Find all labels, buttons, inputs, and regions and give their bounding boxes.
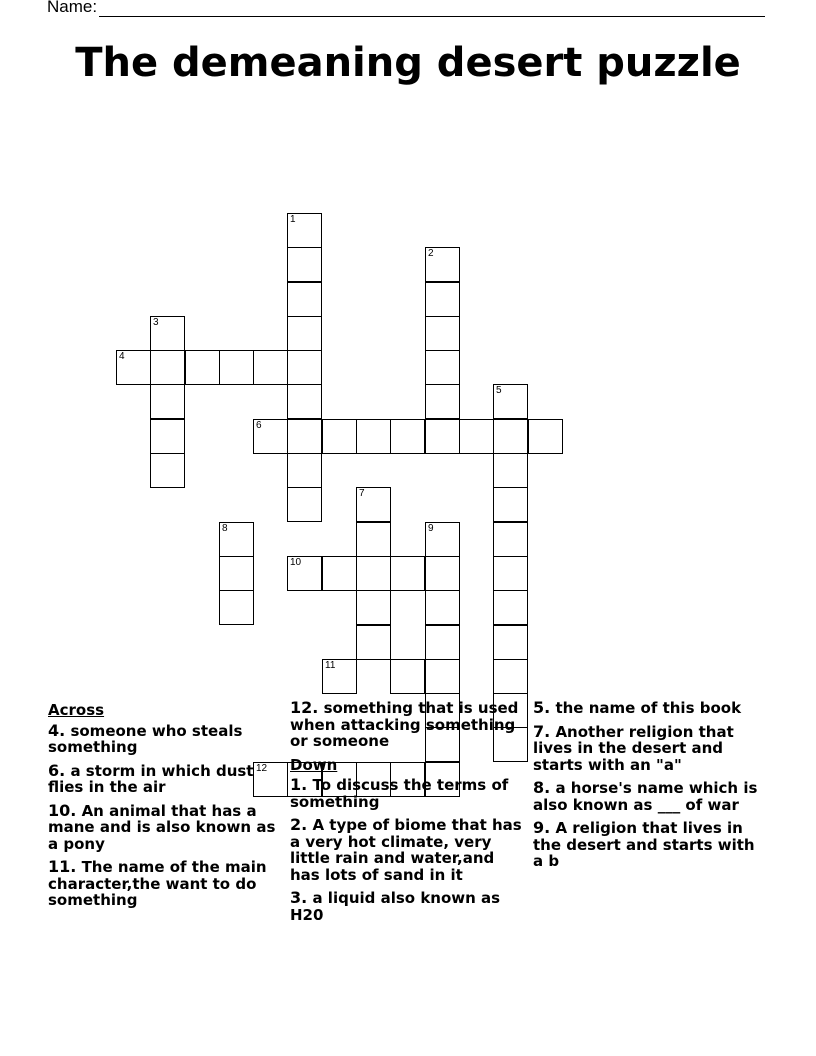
clue-number: 6.: [48, 760, 66, 780]
crossword-cell[interactable]: [425, 625, 460, 660]
crossword-cell[interactable]: [493, 522, 528, 557]
crossword-cell[interactable]: [425, 247, 460, 282]
crossword-cell[interactable]: [322, 556, 357, 591]
crossword-cell[interactable]: [150, 419, 185, 454]
clue-text: A religion that lives in the desert and starts with a b: [533, 819, 755, 870]
down-heading: Down: [290, 755, 338, 774]
cell-number: 10: [290, 557, 302, 568]
clue-number: 11.: [48, 857, 77, 876]
clue-column-2: [290, 700, 526, 930]
across-heading: Across: [48, 701, 105, 719]
clue-text: something that is used when attacking something or someone: [290, 699, 519, 750]
crossword-cell[interactable]: [150, 453, 185, 488]
cell-number: 6: [256, 420, 262, 431]
page-title: The demeaning desert puzzle: [75, 40, 741, 86]
clue-down-7: [533, 721, 769, 774]
clue-column-1: [48, 700, 284, 916]
clue-down-8: [533, 780, 769, 813]
crossword-cell[interactable]: [253, 419, 288, 454]
crossword-cell[interactable]: [356, 625, 391, 660]
cell-number: 12: [256, 763, 268, 774]
crossword-cell[interactable]: [150, 316, 185, 351]
crossword-cell[interactable]: [493, 487, 528, 522]
crossword-cell[interactable]: [390, 419, 425, 454]
clue-column-3: [533, 700, 769, 877]
crossword-cell[interactable]: [356, 419, 391, 454]
crossword-cell[interactable]: [287, 282, 322, 317]
crossword-cell[interactable]: [287, 453, 322, 488]
crossword-cell[interactable]: [493, 659, 528, 694]
crossword-cell[interactable]: [219, 590, 254, 625]
clue-down-9: [533, 820, 769, 870]
crossword-cell[interactable]: [425, 590, 460, 625]
crossword-cell[interactable]: [356, 556, 391, 591]
crossword-cell[interactable]: [493, 384, 528, 419]
cell-number: 11: [325, 660, 336, 671]
crossword-cell[interactable]: [528, 419, 563, 454]
crossword-cell[interactable]: [287, 316, 322, 351]
crossword-cell[interactable]: [425, 659, 460, 694]
clue-number: 4.: [48, 720, 66, 740]
clue-across-4: [48, 720, 284, 756]
crossword-cell[interactable]: [219, 350, 254, 385]
crossword-cell[interactable]: [425, 350, 460, 385]
clue-number: 3.: [290, 888, 308, 907]
crossword-cell[interactable]: [356, 590, 391, 625]
crossword-cell[interactable]: [356, 522, 391, 557]
crossword-cell[interactable]: [185, 350, 220, 385]
cell-number: 7: [359, 488, 365, 499]
crossword-cell[interactable]: [493, 590, 528, 625]
cell-number: 4: [119, 351, 125, 362]
crossword-cell[interactable]: [287, 556, 322, 591]
clue-number: 9.: [533, 818, 551, 837]
crossword-cell[interactable]: [390, 556, 425, 591]
crossword-cell[interactable]: [390, 659, 425, 694]
crossword-cell[interactable]: [493, 625, 528, 660]
crossword-cell[interactable]: [287, 213, 322, 248]
cell-number: 9: [428, 523, 434, 534]
clue-text: the name of this book: [555, 699, 742, 717]
clue-number: 7.: [533, 721, 551, 741]
crossword-cell[interactable]: [116, 350, 151, 385]
crossword-cell[interactable]: [287, 487, 322, 522]
cell-number: 2: [428, 248, 434, 259]
crossword-cell[interactable]: [425, 384, 460, 419]
clue-number: 12.: [290, 698, 319, 717]
clue-number: 2.: [290, 815, 308, 834]
crossword-cell[interactable]: [287, 419, 322, 454]
crossword-cell[interactable]: [356, 487, 391, 522]
clue-text: someone who steals something: [48, 721, 243, 756]
clue-text: An animal that has a mane and is also known as a pony: [48, 801, 276, 853]
crossword-cell[interactable]: [219, 522, 254, 557]
crossword-cell[interactable]: [150, 384, 185, 419]
crossword-cell[interactable]: [425, 316, 460, 351]
clue-text: A type of biome that has a very hot climate, very little rain and water,and has lots of sand in it: [290, 816, 522, 884]
crossword-cell[interactable]: [287, 247, 322, 282]
clue-down-1: [290, 777, 526, 810]
crossword-cell[interactable]: [150, 350, 185, 385]
cell-number: 3: [153, 317, 159, 328]
crossword-cell[interactable]: [219, 556, 254, 591]
crossword-cell[interactable]: [425, 556, 460, 591]
crossword-cell[interactable]: [253, 350, 288, 385]
clue-number: 1.: [290, 775, 308, 794]
clue-across-12: [290, 700, 526, 750]
crossword-cell[interactable]: [493, 453, 528, 488]
crossword-cell[interactable]: [287, 384, 322, 419]
cell-number: 5: [496, 385, 502, 396]
clue-number: 10.: [48, 800, 77, 820]
crossword-cell[interactable]: [322, 419, 357, 454]
clue-number: 5.: [533, 698, 551, 717]
clue-across-11: [48, 859, 284, 909]
cell-number: 8: [222, 523, 228, 534]
clue-text: The name of the main character,the want to do something: [48, 858, 267, 909]
clue-text: To discuss the terms of something: [290, 776, 509, 811]
crossword-cell[interactable]: [322, 659, 357, 694]
crossword-cell[interactable]: [493, 419, 528, 454]
clue-down-2: [290, 817, 526, 883]
clue-down-3: [290, 890, 526, 923]
clue-text: a storm in which dust flies in the air: [48, 761, 254, 796]
crossword-cell[interactable]: [425, 282, 460, 317]
clue-text: a liquid also known as H20: [290, 889, 501, 924]
clue-text: Another religion that lives in the desert and starts with an "a": [533, 722, 734, 774]
clue-across-6: [48, 760, 284, 796]
crossword-cell[interactable]: [425, 419, 460, 454]
crossword-cell[interactable]: [459, 419, 494, 454]
clue-down-5: [533, 700, 769, 717]
clue-across-10: [48, 800, 284, 853]
crossword-cell[interactable]: [493, 556, 528, 591]
clue-number: 8.: [533, 778, 551, 797]
cell-number: 1: [290, 214, 296, 225]
crossword-cell[interactable]: [287, 350, 322, 385]
name-label: Name:: [47, 0, 98, 16]
clue-text: a horse's name which is also known as ___ of war: [533, 779, 758, 814]
crossword-cell[interactable]: [425, 522, 460, 557]
